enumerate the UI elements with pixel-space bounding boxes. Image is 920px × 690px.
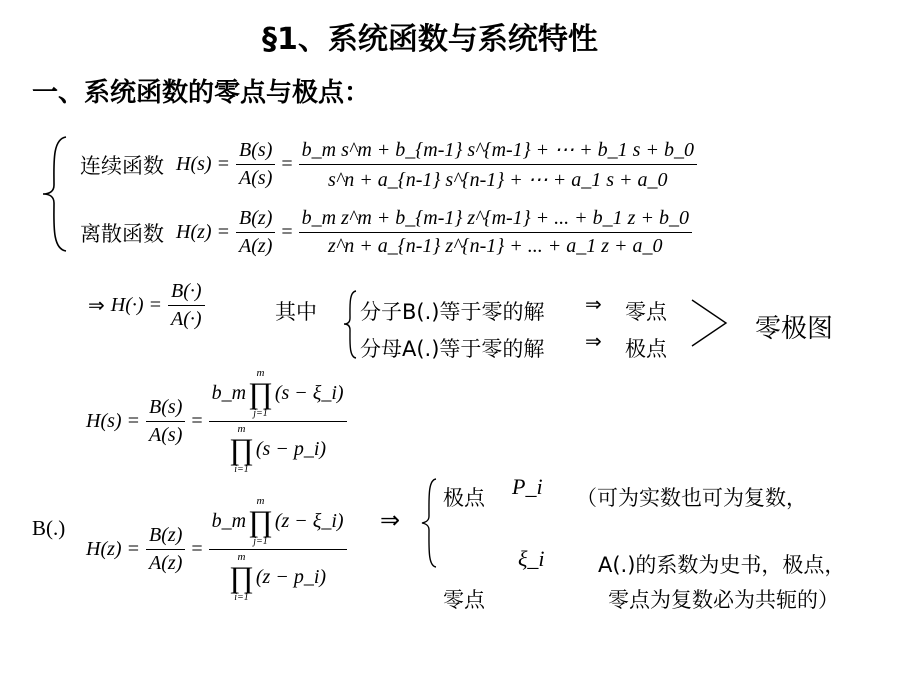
section-heading: 一、系统函数的零点与极点： xyxy=(32,78,371,108)
product-icon: ∏ xyxy=(229,561,254,594)
zero-condition: 分子B(.)等于零的解 xyxy=(360,300,545,324)
zero-label: 零点 xyxy=(443,588,485,612)
discrete-ratio: $\frac{B(z)}{A(z)}$ xyxy=(236,207,275,258)
continuous-label: 连续函数 xyxy=(80,153,164,178)
chevron-right-icon xyxy=(690,298,730,348)
factored-z-fraction: b_m m ∏ j=1 (z − ξ_i) m ∏ i=1 (z − p_i) xyxy=(209,496,347,603)
where-label: 其中 xyxy=(275,300,317,324)
product-icon: ∏ xyxy=(248,377,273,410)
factored-s-fraction: b_m m ∏ j=1 (s − ξ_i) m ∏ i=1 (s − p_i) xyxy=(209,368,347,475)
implies-icon: ⇒ xyxy=(88,295,105,317)
arrow-icon: ⇒ xyxy=(585,331,602,353)
factored-s-formula: H(s) = $\frac{B(s)}{A(s)}$ = b_m m ∏ j=1 (s − ξ_i) m ∏ i=1 (s − p_i) xyxy=(86,368,347,475)
note-line-2: A(.)的系数为史书，极点， xyxy=(598,553,846,577)
product-icon: ∏ xyxy=(248,505,273,538)
continuous-polynomial xyxy=(299,137,697,192)
discrete-denominator: z^n + a_{n-1} z^{n-1} + ... + a_1 z + a_0 xyxy=(328,235,663,257)
continuous-row: 连续函数 H(s) = $\frac{B(s)}{A(s)}$ = $\frac{\text{b\_m s\textasciicircum{}m + b\_\{m-1\} s\textasciicircum{}\{m-1\} + ⋯ + b\_1 s + b\_0}}{s\^{}n + a\_\{n-1\} s\^{}\{n-1\} + \cdots + a\_1 s + a\_0}$ xyxy=(80,137,697,192)
implies-icon: ⇒ xyxy=(380,508,401,534)
note-line-3: 零点为复数必为共轭的） xyxy=(608,588,839,612)
continuous-numerator: b_m s^m + b_{m-1} s^{m-1} + ⋯ + b_1 s + b_0 xyxy=(299,137,697,165)
factored-z-formula: H(z) = $\frac{B(z)}{A(z)}$ = b_m m ∏ j=1 (z − ξ_i) m ∏ i=1 (z − p_i) xyxy=(86,496,347,603)
pole-symbol: P_i xyxy=(512,474,543,499)
generic-formula xyxy=(88,280,205,331)
factored-s-lhs: H(s) = xyxy=(86,410,141,432)
small-brace-icon xyxy=(342,290,358,360)
factored-z-lhs: H(z) = xyxy=(86,538,141,560)
page-title: §1、系统函数与系统特性 xyxy=(262,22,598,57)
continuous-lhs: H(s) = xyxy=(176,153,231,175)
discrete-lhs: H(z) = xyxy=(176,221,231,243)
product-icon: ∏ xyxy=(229,433,254,466)
discrete-row: 离散函数 H(z) = $\frac{B(z)}{A(z)}$ = $\frac{\text{b\_m z\textasciicircum{}m + b\_\{m-1\} z\textasciicircum{}\{m-1\} + ... + b\_1 z + b\_0}}{z\^{}n + a\_\{n-1\} z\^{}\{n-1\} + ... + a\_1 z + a\_0}$ xyxy=(80,207,692,258)
arrow-icon: ⇒ xyxy=(585,294,602,316)
conclusion-brace-icon xyxy=(420,478,438,568)
discrete-numerator: b_m z^m + b_{m-1} z^{m-1} + ... + b_1 z + b_0 xyxy=(299,207,692,233)
zero-symbol: ξ_i xyxy=(518,546,545,571)
pole-zero-diagram-label: 零极图 xyxy=(755,314,834,344)
generic-lhs: H(·) = xyxy=(110,294,163,316)
discrete-polynomial xyxy=(299,207,692,258)
generic-ratio: $\frac{B(\cdot)}{A(\cdot)}$ xyxy=(168,280,205,331)
b-label: B(.) xyxy=(32,516,66,540)
pole-label: 极点 xyxy=(443,486,485,510)
note-line-1: （可为实数也可为复数， xyxy=(576,486,807,510)
zero-result: 零点 xyxy=(625,300,667,324)
continuous-denominator: s^n + a_{n-1} s^{n-1} + ⋯ + a_1 s + a_0 xyxy=(328,169,668,191)
pole-condition: 分母A(.)等于零的解 xyxy=(360,337,545,361)
continuous-ratio: $\frac{B(s)}{A(s)}$ xyxy=(236,139,275,190)
discrete-label: 离散函数 xyxy=(80,221,164,246)
pole-result: 极点 xyxy=(625,337,667,361)
left-brace-icon xyxy=(40,135,70,253)
